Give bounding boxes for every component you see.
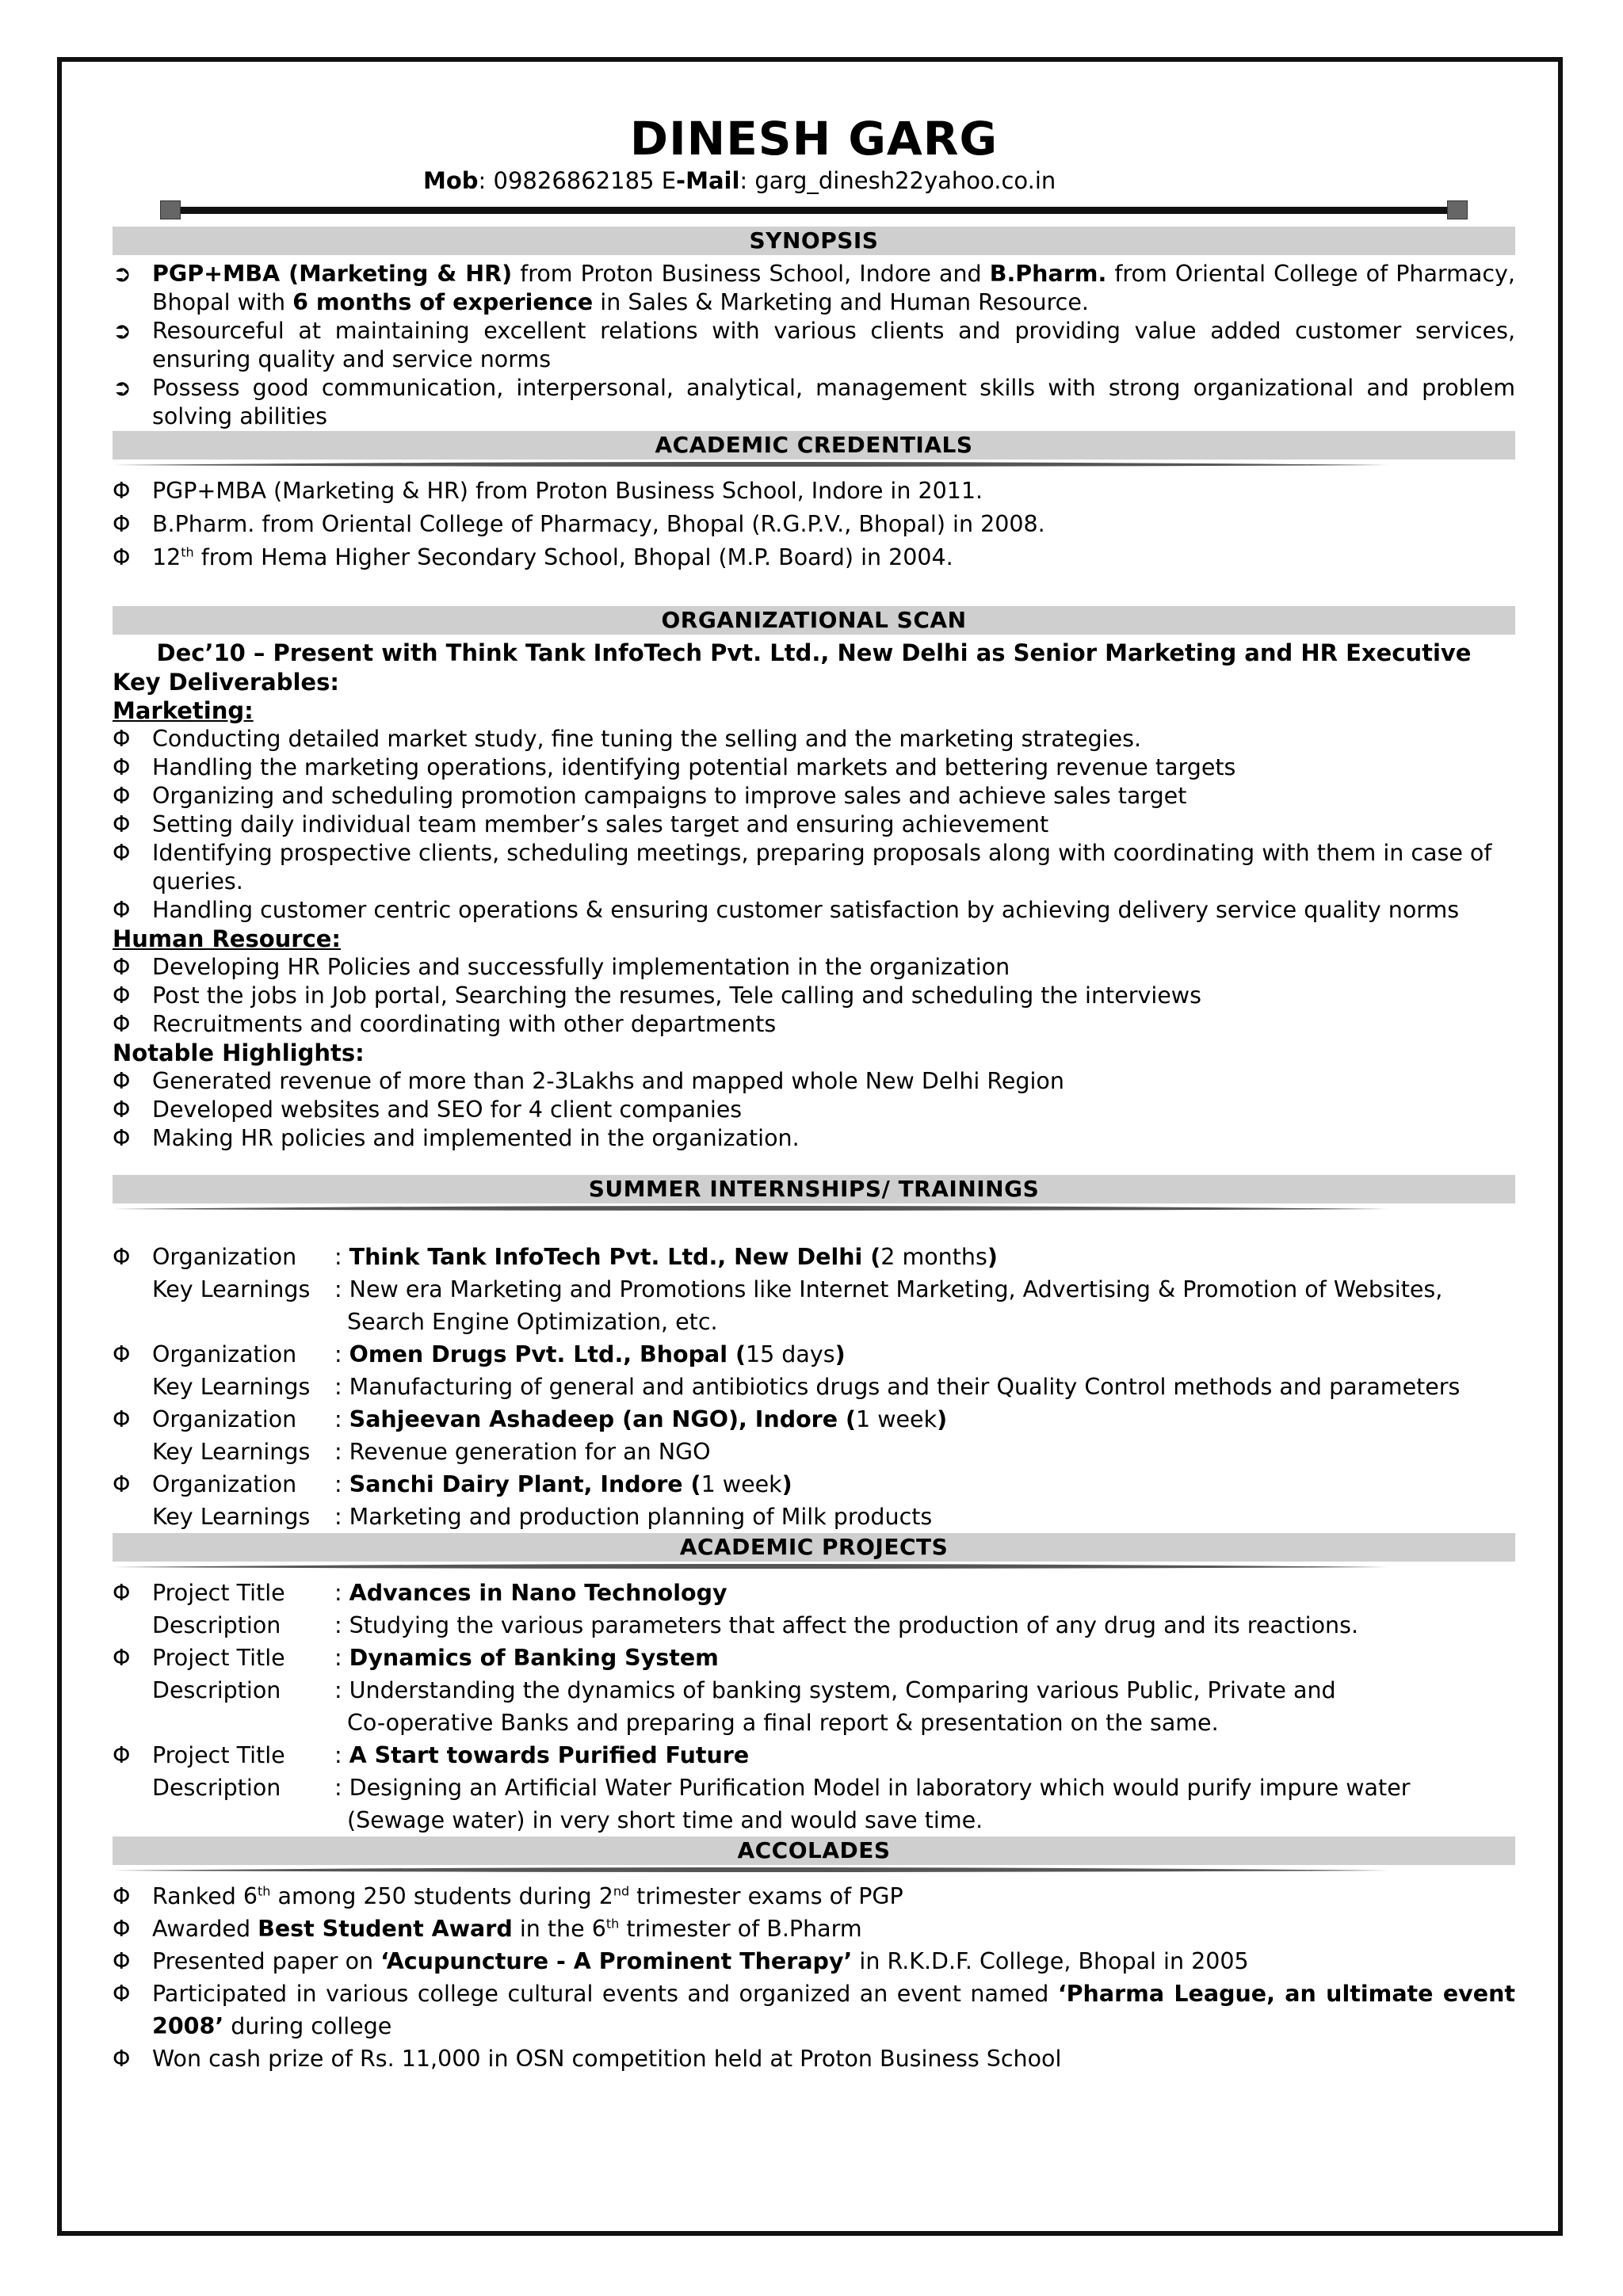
phi-bullet-icon: Φ xyxy=(113,954,131,980)
mob-value: : 09826862185 E xyxy=(478,167,677,194)
project-description-row: Description : Studying the various parameters that affect the production of any drug and its reactions. xyxy=(152,1612,1359,1638)
list-item: ➲ Resourceful at maintaining excellent relations with various clients and providing value added customer services, ensuring quality and service norms xyxy=(113,318,1515,372)
list-item: Φ Setting daily individual team member’s sales target and ensuring achievement xyxy=(113,811,1049,837)
list-item: Φ Making HR policies and implemented in the organization. xyxy=(113,1125,800,1151)
phi-bullet-icon: Φ xyxy=(113,726,131,752)
header-rule-cap-left xyxy=(160,200,181,219)
section-heading-academic: ACADEMIC CREDENTIALS xyxy=(113,431,1515,460)
list-item: Φ Generated revenue of more than 2-3Lakhs and mapped whole New Delhi Region xyxy=(113,1068,1064,1094)
section-divider xyxy=(113,460,1388,468)
phi-bullet-icon: Φ xyxy=(113,811,131,837)
phi-bullet-icon: Φ xyxy=(113,1742,131,1768)
project-description-row: Description : Designing an Artificial Water Purification Model in laboratory which would purify impure water (Sewage water) in very short time and would save time. xyxy=(152,1775,1411,1833)
internship-org-row: Φ Organization : Sanchi Dairy Plant, Indore (1 week) xyxy=(113,1468,1515,1501)
arrow-bullet-icon: ➲ xyxy=(113,261,132,287)
list-item: ➲ PGP+MBA (Marketing & HR) from Proton Business School, Indore and B.Pharm. from Oriental College of Pharmacy, Bhopal with 6 months of experience in Sales & Marketing and Human Resource. xyxy=(113,261,1515,315)
list-item: Φ Post the jobs in Job portal, Searching the resumes, Tele calling and scheduling the interviews xyxy=(113,982,1201,1009)
internship-learning-row: Key Learnings : Revenue generation for an NGO xyxy=(152,1439,711,1465)
phi-bullet-icon: Φ xyxy=(113,1097,131,1123)
accolades-list xyxy=(113,1880,1515,2075)
project-title-row: Φ Project Title : Dynamics of Banking System xyxy=(113,1642,1515,1674)
list-item: Φ Recruitments and coordinating with other departments xyxy=(113,1011,777,1037)
phi-bullet-icon: Φ xyxy=(113,1068,131,1094)
internship-learning-row: Key Learnings : Manufacturing of general and antibiotics drugs and their Quality Control methods and parameters xyxy=(152,1374,1461,1400)
candidate-name: DINESH GARG xyxy=(629,112,999,166)
highlights-list xyxy=(113,1067,1515,1153)
phi-bullet-icon: Φ xyxy=(113,1916,131,1942)
internship-org-row: Φ Organization : Omen Drugs Pvt. Ltd., Bhopal (15 days) xyxy=(113,1338,1515,1371)
section-heading-synopsis: SYNOPSIS xyxy=(113,227,1515,255)
phi-bullet-icon: Φ xyxy=(113,1406,131,1432)
phi-bullet-icon: Φ xyxy=(113,982,131,1009)
phi-bullet-icon: Φ xyxy=(113,1645,131,1671)
phi-bullet-icon: Φ xyxy=(113,1471,131,1497)
section-divider xyxy=(113,1562,1388,1570)
section-heading-org: ORGANIZATIONAL SCAN xyxy=(113,606,1515,635)
email-label: -Mail xyxy=(676,167,740,194)
mob-label: Mob xyxy=(423,167,479,194)
contact-line xyxy=(423,166,1515,195)
list-item: Φ Organizing and scheduling promotion campaigns to improve sales and achieve sales target xyxy=(113,783,1187,809)
list-item: Φ 12th from Hema Higher Secondary School, Bhopal (M.P. Board) in 2004. xyxy=(113,541,1515,574)
internship-learning-row: Key Learnings : Marketing and production planning of Milk products xyxy=(152,1504,933,1530)
phi-bullet-icon: Φ xyxy=(113,754,131,780)
key-deliverables-heading: Key Deliverables: xyxy=(113,669,339,696)
phi-bullet-icon: Φ xyxy=(113,897,131,923)
project-title-row: Φ Project Title : A Start towards Purified Future xyxy=(113,1739,1515,1772)
academic-list xyxy=(113,475,1515,574)
section-divider xyxy=(113,1204,1388,1212)
phi-bullet-icon: Φ xyxy=(113,783,131,809)
marketing-heading: Marketing: xyxy=(113,697,254,724)
project-title-row: Φ Project Title : Advances in Nano Technology xyxy=(113,1577,1515,1609)
phi-bullet-icon: Φ xyxy=(113,1011,131,1037)
list-item: Φ Presented paper on ‘Acupuncture - A Prominent Therapy’ in R.K.D.F. College, Bhopal in 2005 xyxy=(113,1945,1515,1978)
section-heading-accolades: ACCOLADES xyxy=(113,1836,1515,1865)
header-rule-cap-right xyxy=(1447,200,1468,219)
phi-bullet-icon: Φ xyxy=(113,1580,131,1606)
phi-bullet-icon: Φ xyxy=(113,478,131,504)
phi-bullet-icon: Φ xyxy=(113,1244,131,1270)
list-item: ➲ Possess good communication, interpersonal, analytical, management skills with strong organizational and problem solving abilities xyxy=(113,375,1515,429)
phi-bullet-icon: Φ xyxy=(113,1948,131,1974)
list-item: Φ Handling the marketing operations, identifying potential markets and bettering revenue targets xyxy=(113,754,1236,780)
list-item: Φ Ranked 6th among 250 students during 2nd trimester exams of PGP xyxy=(113,1880,1515,1913)
internship-org-row: Φ Organization : Think Tank InfoTech Pvt. Ltd., New Delhi (2 months) xyxy=(113,1241,1515,1273)
section-heading-projects: ACADEMIC PROJECTS xyxy=(113,1533,1515,1562)
phi-bullet-icon: Φ xyxy=(113,511,131,537)
list-item: Φ Conducting detailed market study, fine tuning the selling and the marketing strategies. xyxy=(113,726,1142,752)
arrow-bullet-icon: ➲ xyxy=(113,375,132,401)
list-item: Φ PGP+MBA (Marketing & HR) from Proton Business School, Indore in 2011. xyxy=(113,475,1515,508)
email-value: : garg_dinesh22yahoo.co.in xyxy=(739,167,1056,194)
list-item: Φ Developing HR Policies and successfully implementation in the organization xyxy=(113,954,1010,980)
arrow-bullet-icon: ➲ xyxy=(113,318,132,344)
header-rule xyxy=(160,198,1468,222)
resume-document xyxy=(113,111,1515,2075)
job-title: Dec’10 – Present with Think Tank InfoTech Pvt. Ltd., New Delhi as Senior Marketing and HR Executive xyxy=(156,639,1472,666)
list-item: Φ Handling customer centric operations & ensuring customer satisfaction by achieving delivery service quality norms xyxy=(113,897,1460,923)
section-divider xyxy=(113,1866,1388,1874)
list-item: Φ Won cash prize of Rs. 11,000 in OSN competition held at Proton Business School xyxy=(113,2042,1515,2075)
phi-bullet-icon: Φ xyxy=(113,840,131,866)
section-heading-internships: SUMMER INTERNSHIPS/ TRAININGS xyxy=(113,1175,1515,1203)
phi-bullet-icon: Φ xyxy=(113,1883,131,1909)
list-item: Φ Developed websites and SEO for 4 client companies xyxy=(113,1097,743,1123)
phi-bullet-icon: Φ xyxy=(113,1341,131,1367)
list-item: Φ Awarded Best Student Award in the 6th trimester of B.Pharm xyxy=(113,1913,1515,1945)
hr-heading: Human Resource: xyxy=(113,925,342,952)
phi-bullet-icon: Φ xyxy=(113,544,131,570)
marketing-list xyxy=(113,725,1515,925)
hr-list xyxy=(113,953,1515,1039)
phi-bullet-icon: Φ xyxy=(113,1981,131,2007)
synopsis-list xyxy=(113,260,1515,431)
project-description-row: Description : Understanding the dynamics of banking system, Comparing various Public, Private and Co-operative Banks and preparing a final report & presentation on the same. xyxy=(152,1677,1336,1736)
highlights-heading: Notable Highlights: xyxy=(113,1039,365,1066)
internship-org-row: Φ Organization : Sahjeevan Ashadeep (an NGO), Indore (1 week) xyxy=(113,1403,1515,1436)
list-item: Φ Participated in various college cultural events and organized an event named ‘Pharma League, an ultimate event 2008’ during college xyxy=(113,1978,1515,2042)
list-item: Φ B.Pharm. from Oriental College of Pharmacy, Bhopal (R.G.P.V., Bhopal) in 2008. xyxy=(113,508,1515,541)
phi-bullet-icon: Φ xyxy=(113,2046,131,2072)
phi-bullet-icon: Φ xyxy=(113,1125,131,1151)
projects-list xyxy=(113,1577,1515,1836)
internships-list xyxy=(113,1241,1515,1533)
internship-learning-row: Key Learnings : New era Marketing and Promotions like Internet Marketing, Advertising & Promotion of Websites, Search Engine Optimization, etc. xyxy=(152,1276,1443,1335)
list-item: Φ Identifying prospective clients, scheduling meetings, preparing proposals along with coordinating with them in case of queries. xyxy=(113,840,1492,894)
